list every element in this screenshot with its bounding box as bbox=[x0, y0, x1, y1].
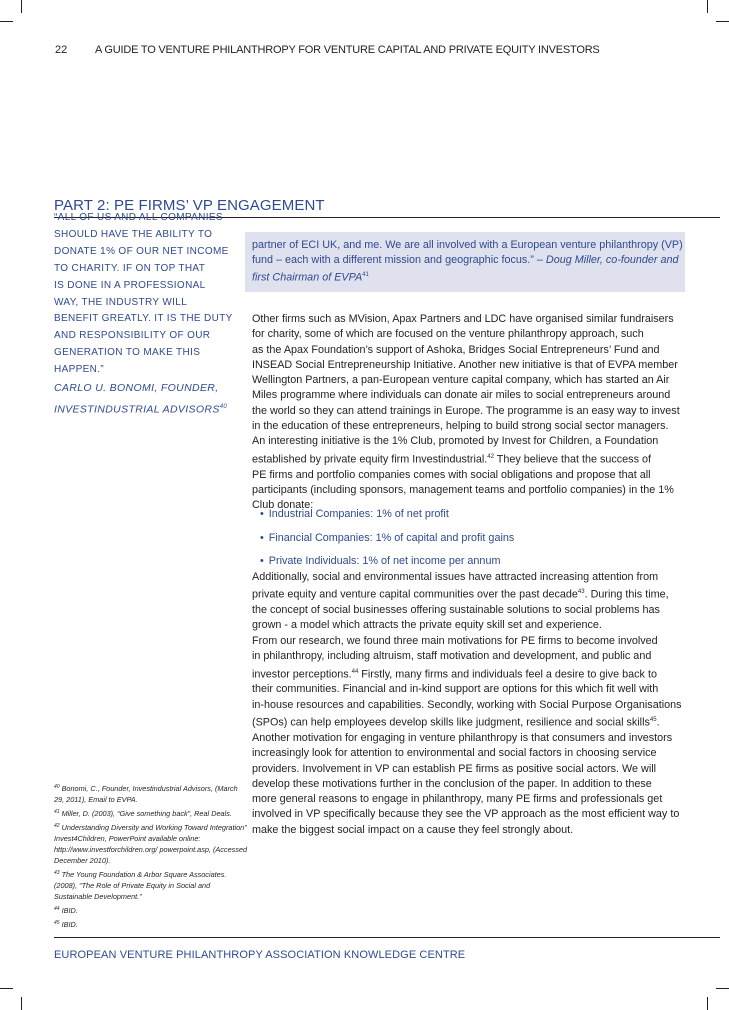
page-number: 22 bbox=[55, 44, 68, 56]
quote-line: WAY, THE INDUSTRY WILL bbox=[54, 296, 188, 308]
quote-line: SHOULD HAVE THE ABILITY TO bbox=[54, 228, 213, 240]
quote-line: TO CHARITY. IF ON TOP THAT bbox=[54, 262, 206, 274]
crop-mark bbox=[707, 0, 708, 13]
box-line: partner of ECI UK, and me. We are all involved with a European venture philanthropy (VP) bbox=[252, 239, 683, 251]
box-text: fund – each with a different mission and geographic focus.” – bbox=[252, 254, 546, 266]
footnote-number: 44 bbox=[54, 906, 60, 912]
text-line: in philanthropy, including altruism, staff motivation and development, and public and bbox=[252, 650, 652, 663]
text-line: their communities. Financial and in-kind support are options for this which fit well with bbox=[252, 683, 659, 696]
text-line: Additionally, social and environmental issues have attracted increasing attention from bbox=[252, 571, 659, 583]
text-segment: . During this time, bbox=[584, 588, 669, 601]
bullet-icon: • bbox=[260, 531, 264, 544]
quote-line: GENERATION TO MAKE THIS bbox=[54, 347, 201, 359]
footnote bbox=[54, 822, 249, 866]
text-line: providers. Involvement in VP can establish PE firms as positive social actors. We will bbox=[252, 762, 657, 775]
crop-mark bbox=[21, 997, 22, 1010]
footnote-text: Miller, D. (2003), “Give something back”, Real Deals. bbox=[61, 809, 232, 818]
crop-mark bbox=[0, 21, 13, 22]
quote-line: AND RESPONSIBILITY OF OUR bbox=[54, 330, 211, 342]
attribution-line: CARLO U. BONOMI, FOUNDER, bbox=[54, 382, 219, 395]
text-line: increasingly look for attention to environmental and social factors in choosing service bbox=[252, 747, 657, 760]
attribution-line bbox=[54, 398, 254, 420]
footnote bbox=[54, 905, 249, 916]
text-line bbox=[252, 450, 677, 468]
bullet-icon: • bbox=[260, 555, 264, 567]
list-item-text: Financial Companies: 1% of capital and profit gains bbox=[268, 531, 515, 544]
quote-attribution bbox=[54, 379, 254, 420]
attribution-line: INVESTINDUSTRIAL ADVISORS bbox=[54, 403, 220, 416]
text-line bbox=[252, 713, 677, 731]
highlight-box-text bbox=[252, 238, 682, 286]
text-line: as the Apax Foundation’s support of Ashoka, Bridges Social Entrepreneurs’ Fund and bbox=[252, 343, 660, 356]
crop-mark bbox=[716, 21, 729, 22]
box-line bbox=[252, 253, 682, 268]
quote-line: DONATE 1% OF OUR NET INCOME bbox=[54, 245, 229, 257]
footnote-number: 45 bbox=[54, 920, 60, 926]
text-line: Club donate: bbox=[252, 499, 314, 512]
text-line: in-house resources and capabilities. Secondly, working with Social Purpose Organisations bbox=[252, 698, 682, 711]
bullet-icon: • bbox=[260, 508, 264, 520]
quote-line: HAPPEN.” bbox=[54, 364, 105, 376]
paragraph-2 bbox=[252, 570, 677, 634]
list-item-text: Industrial Companies: 1% of net profit bbox=[268, 508, 449, 520]
footnote-number: 43 bbox=[54, 870, 60, 876]
text-line: Other firms such as MVision, Apax Partners and LDC have organised similar fundraisers bbox=[252, 313, 674, 325]
pull-quote bbox=[54, 210, 254, 420]
crop-mark bbox=[716, 988, 729, 989]
text-line: An interesting initiative is the 1% Club, promoted by Invest for Children, a Foundation bbox=[252, 435, 659, 448]
quote-line: “ALL OF US AND ALL COMPANIES bbox=[54, 212, 223, 223]
text-segment: private equity and venture capital communities over the past decade bbox=[252, 588, 578, 601]
paragraph-1 bbox=[252, 312, 680, 513]
text-line bbox=[252, 585, 677, 603]
text-line bbox=[252, 665, 677, 683]
box-attribution: first Chairman of EVPA bbox=[252, 271, 363, 284]
text-line: Wellington Partners, a pan-European venture capital company, which has started an Air bbox=[252, 374, 670, 387]
crop-mark bbox=[21, 0, 22, 13]
footnote-text: IBID. bbox=[61, 920, 78, 929]
text-segment: They believe that the success of bbox=[493, 453, 651, 466]
text-line: From our research, we found three main motivations for PE firms to become involved bbox=[252, 635, 658, 647]
footnote-ref: 43 bbox=[577, 589, 585, 596]
box-attribution: Doug Miller, co-founder and bbox=[545, 254, 679, 266]
footnote-ref: 45 bbox=[649, 717, 657, 724]
crop-mark bbox=[0, 988, 13, 989]
footnote bbox=[54, 869, 249, 902]
footnote bbox=[54, 808, 249, 819]
text-line: grown - a model which attracts the private equity skill set and experience. bbox=[252, 619, 602, 632]
quote-line: IS DONE IN A PROFESSIONAL bbox=[54, 279, 206, 291]
footnote-text: Understanding Diversity and Working Toward Integration” Invest4Children, PowerPoint available online: http://www.investforchildren.org/ powerpoint.asp, (Accessed December 2010). bbox=[54, 823, 248, 865]
footer-rule bbox=[54, 937, 720, 938]
text-line: develop these motivations further in the conclusion of the paper. In addition to these bbox=[252, 777, 652, 790]
footnote-text: Bonomi, C., Founder, Investindustrial Advisors, (March 29, 2011), Email to EVPA. bbox=[54, 784, 238, 804]
text-line: in the education of these entrepreneurs, helping to build strong social sector managers. bbox=[252, 420, 669, 433]
text-line: more general reasons to engage in philanthropy, many PE firms and professionals get bbox=[252, 793, 663, 806]
footnote-number: 40 bbox=[54, 784, 60, 790]
crop-mark bbox=[707, 997, 708, 1010]
footnote-number: 42 bbox=[54, 823, 60, 829]
text-segment: . bbox=[656, 716, 660, 729]
text-line: the concept of social businesses offering sustainable solutions to social problems has bbox=[252, 604, 660, 617]
text-segment: established by private equity firm Investindustrial. bbox=[252, 453, 488, 466]
footnote-text: The Young Foundation & Arbor Square Associates. (2008), “The Role of Private Equity in Social and Sustainable Development.” bbox=[54, 870, 227, 901]
section-heading: PART 2: PE FIRMS’ VP ENGAGEMENT bbox=[54, 197, 325, 214]
text-line: for charity, some of which are focused on the venture philanthropy approach, such bbox=[252, 328, 644, 341]
text-segment: (SPOs) can help employees develop skills like judgment, resilience and social skills bbox=[252, 716, 650, 729]
footnotes bbox=[54, 783, 249, 933]
box-line bbox=[252, 268, 682, 286]
paragraph-3 bbox=[252, 634, 682, 838]
text-segment: investor perceptions. bbox=[252, 668, 352, 681]
list-item bbox=[260, 503, 514, 527]
footnote-number: 41 bbox=[54, 809, 60, 815]
text-line: INSEAD Social Entrepreneurship Initiative. Another new initiative is that of EVPA member bbox=[252, 358, 678, 371]
text-line: the world so they can attend trainings in Europe. The programme is an easy way to invest bbox=[252, 404, 680, 417]
text-line: Miles programme where individuals can donate air miles to social entrepreneurs around bbox=[252, 389, 671, 402]
text-line: participants (including sponsors, management teams and portfolio companies) in the 1% bbox=[252, 483, 674, 496]
text-line: PE firms and portfolio companies comes with social obligations and propose that all bbox=[252, 468, 651, 481]
footnote-ref: 41 bbox=[362, 272, 369, 278]
text-line: involved in VP specifically because they see the VP approach as the most efficient way to bbox=[252, 808, 680, 821]
footnote-ref: 42 bbox=[487, 453, 494, 460]
footnote-ref: 44 bbox=[351, 668, 359, 675]
quote-line: BENEFIT GREATLY. IT IS THE DUTY bbox=[54, 313, 233, 325]
text-line: Another motivation for engaging in venture philanthropy is that consumers and investors bbox=[252, 731, 673, 744]
list-item-text: Private Individuals: 1% of net income per annum bbox=[268, 555, 501, 567]
text-segment: Firstly, many firms and individuals feel a desire to give back to bbox=[358, 668, 657, 681]
footnote-text: IBID. bbox=[61, 906, 78, 915]
footnote bbox=[54, 919, 249, 930]
footnote bbox=[54, 783, 249, 805]
bullet-list bbox=[260, 503, 514, 574]
footnote-ref: 40 bbox=[219, 404, 228, 411]
list-item bbox=[260, 527, 514, 551]
running-title: A GUIDE TO VENTURE PHILANTHROPY FOR VENTURE CAPITAL AND PRIVATE EQUITY INVESTORS bbox=[95, 44, 600, 56]
text-line: make the biggest social impact on a cause they feel strongly about. bbox=[252, 823, 574, 836]
page-footer: EUROPEAN VENTURE PHILANTHROPY ASSOCIATION KNOWLEDGE CENTRE bbox=[54, 949, 466, 961]
